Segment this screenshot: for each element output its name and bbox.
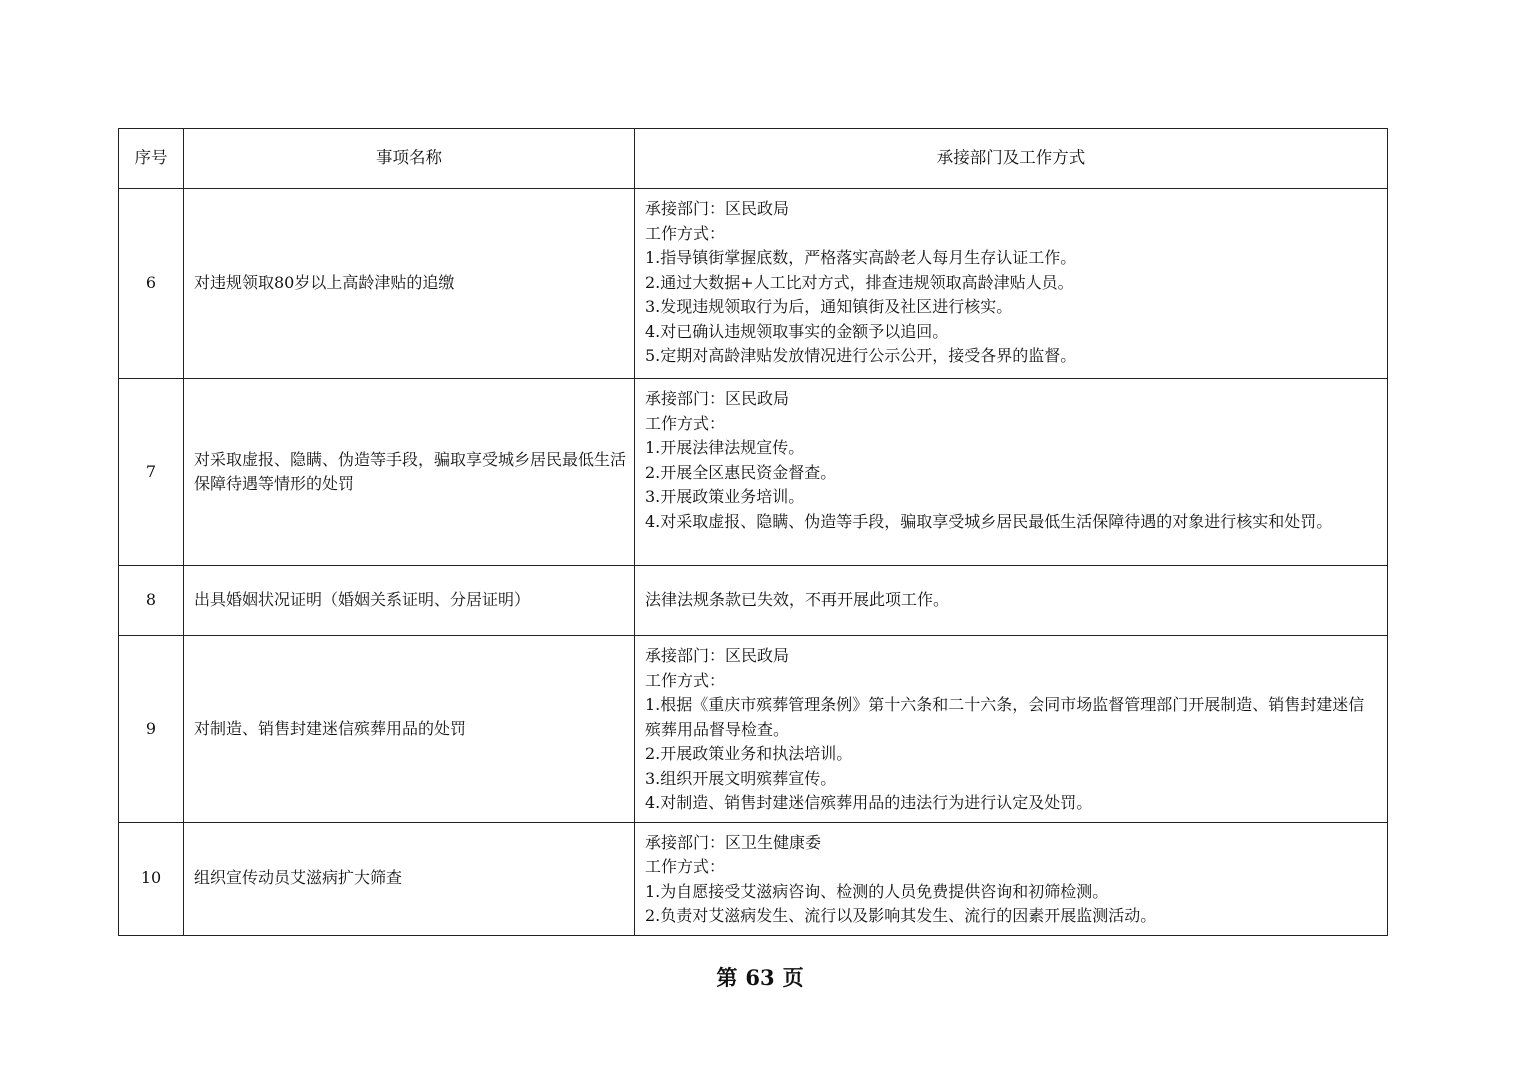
table-row bbox=[119, 379, 1388, 566]
method-step: 1.根据《重庆市殡葬管理条例》第十六条和二十六条，会同市场监督管理部门开展制造、销售封建迷信殡葬用品督导检查。 bbox=[645, 695, 1365, 739]
row-number: 9 bbox=[119, 636, 184, 823]
method-step: 4.对制造、销售封建迷信殡葬用品的违法行为进行认定及处罚。 bbox=[645, 793, 1093, 812]
row-number: 7 bbox=[119, 379, 184, 566]
method-step: 2.通过大数据+人工比对方式，排查违规领取高龄津贴人员。 bbox=[645, 272, 1074, 292]
table-header-row bbox=[119, 129, 1388, 189]
status-note: 法律法规条款已失效，不再开展此项工作。 bbox=[645, 590, 950, 610]
method-step: 2.负责对艾滋病发生、流行以及影响其发生、流行的因素开展监测活动。 bbox=[645, 906, 1157, 925]
method-label: 工作方式： bbox=[645, 223, 726, 243]
dept-and-method bbox=[635, 189, 1388, 379]
table-row bbox=[119, 566, 1388, 636]
method-step: 1.开展法律法规宣传。 bbox=[645, 438, 805, 457]
page-number-footer bbox=[0, 962, 1520, 992]
method-step: 2.开展全区惠民资金督查。 bbox=[645, 462, 837, 482]
items-table bbox=[118, 128, 1388, 936]
method-step: 1.指导镇街掌握底数，严格落实高龄老人每月生存认证工作。 bbox=[645, 248, 1077, 267]
row-number: 10 bbox=[119, 822, 184, 935]
method-step: 3.开展政策业务培训。 bbox=[645, 487, 805, 506]
method-step: 4.对采取虚报、隐瞒、伪造等手段，骗取享受城乡居民最低生活保障待遇的对象进行核实和处罚。 bbox=[645, 511, 1333, 531]
dept-line: 承接部门：区民政局 bbox=[645, 389, 790, 408]
page-prefix: 第 bbox=[716, 965, 738, 990]
item-name: 组织宣传动员艾滋病扩大筛查 bbox=[184, 822, 635, 935]
method-label: 工作方式： bbox=[645, 413, 726, 433]
table-row bbox=[119, 822, 1388, 935]
method-step: 5.定期对高龄津贴发放情况进行公示公开，接受各界的监督。 bbox=[645, 346, 1077, 365]
table-row bbox=[119, 189, 1388, 379]
item-name: 出具婚姻状况证明（婚姻关系证明、分居证明） bbox=[184, 566, 635, 636]
dept-and-method bbox=[635, 566, 1388, 636]
method-step: 3.组织开展文明殡葬宣传。 bbox=[645, 768, 837, 788]
dept-and-method bbox=[635, 822, 1388, 935]
page-number: 63 bbox=[745, 965, 775, 990]
method-step: 1.为自愿接受艾滋病咨询、检测的人员免费提供咨询和初筛检测。 bbox=[645, 881, 1109, 901]
header-name: 事项名称 bbox=[184, 129, 635, 189]
method-label: 工作方式： bbox=[645, 670, 726, 690]
header-dept: 承接部门及工作方式 bbox=[635, 129, 1388, 189]
row-number: 8 bbox=[119, 566, 184, 636]
method-step: 3.发现违规领取行为后，通知镇街及社区进行核实。 bbox=[645, 297, 1013, 316]
dept-line: 承接部门：区民政局 bbox=[645, 199, 790, 218]
item-name: 对制造、销售封建迷信殡葬用品的处罚 bbox=[184, 636, 635, 823]
page-suffix: 页 bbox=[782, 965, 804, 990]
header-no: 序号 bbox=[119, 129, 184, 189]
method-step: 2.开展政策业务和执法培训。 bbox=[645, 744, 853, 763]
method-step: 4.对已确认违规领取事实的金额予以追回。 bbox=[645, 321, 949, 341]
method-label: 工作方式： bbox=[645, 857, 726, 876]
table-row bbox=[119, 636, 1388, 823]
dept-line: 承接部门：区卫生健康委 bbox=[645, 832, 822, 852]
item-name: 对采取虚报、隐瞒、伪造等手段，骗取享受城乡居民最低生活保障待遇等情形的处罚 bbox=[184, 379, 635, 566]
dept-line: 承接部门：区民政局 bbox=[645, 646, 790, 665]
item-name: 对违规领取80岁以上高龄津贴的追缴 bbox=[184, 189, 635, 379]
dept-and-method bbox=[635, 379, 1388, 566]
dept-and-method bbox=[635, 636, 1388, 823]
row-number: 6 bbox=[119, 189, 184, 379]
